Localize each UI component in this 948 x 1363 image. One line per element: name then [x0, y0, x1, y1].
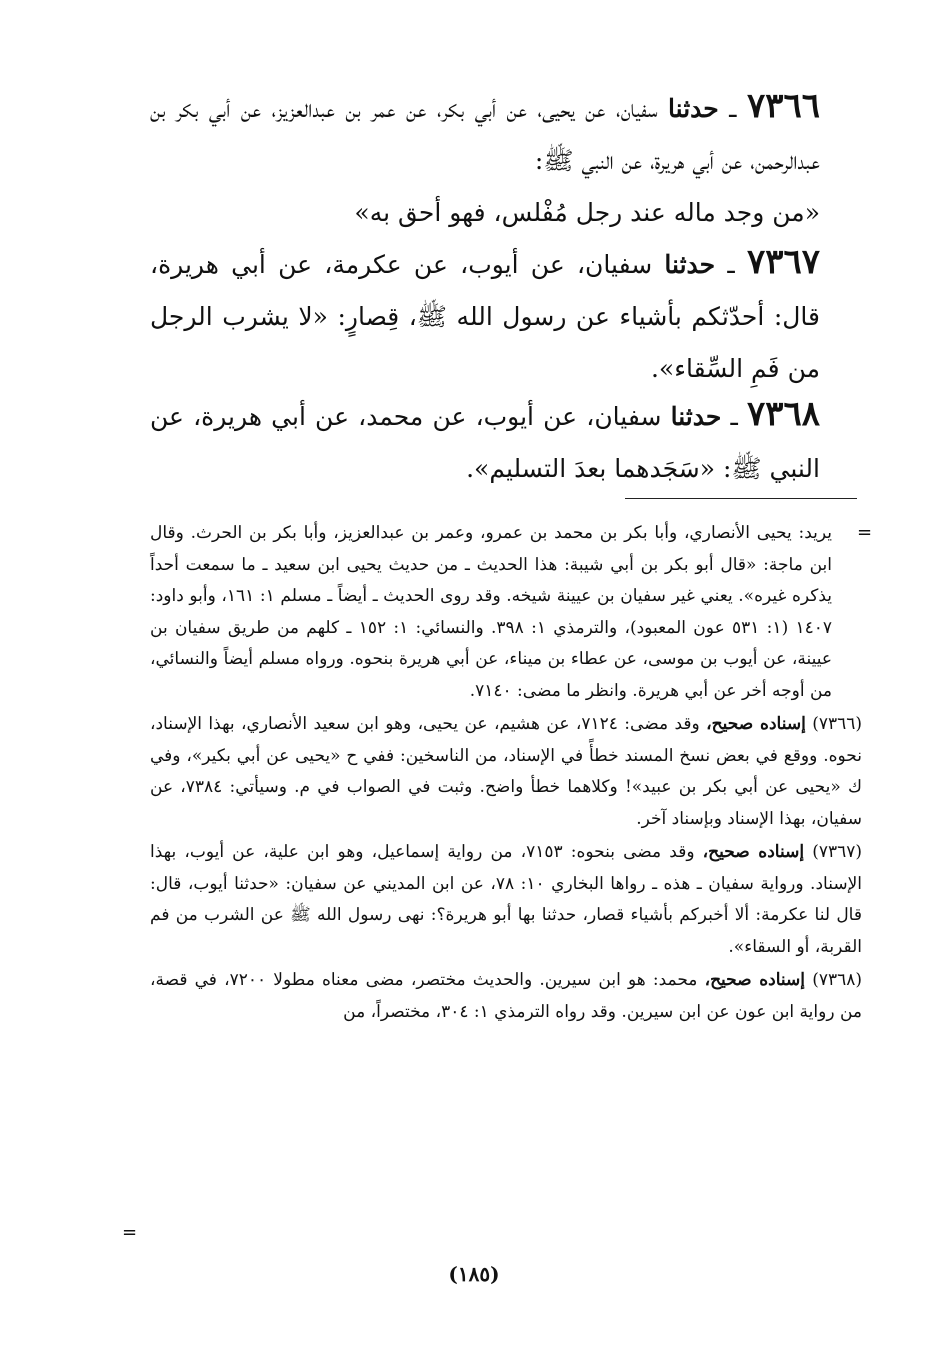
hadith-text: سفيان، عن أيوب، عن عكرمة، عن أبي هريرة، قال: أحدّثكم بأشياء عن رسول الله ﷺ، قِصارٍ: «لا يشرب الرجل من فَمِ السِّقاء».	[150, 250, 820, 383]
footnote-7367	[150, 837, 862, 963]
page-number: (١٨٥)	[448, 1262, 500, 1286]
footnote-separator	[625, 498, 857, 499]
hadith-text: سفيان، عن يحيى، عن أبي بكر، عن عمر بن عبدالعزيز، عن أبي بكر بن عبدالرحمن، عن أبي هريرة، عن النبي ﷺ:	[150, 94, 820, 175]
dash: ـ	[721, 402, 738, 431]
hadith-quote: «من وجد ماله عند رجل مُفْلس، فهو أحق به»	[354, 198, 820, 227]
hadith-number: ٧٣٦٨	[746, 394, 820, 434]
footnote-7366	[150, 709, 862, 835]
hadith-lead: حدثنا	[670, 402, 722, 431]
dash: ـ	[715, 250, 735, 279]
hadith-number: ٧٣٦٦	[746, 86, 820, 126]
footnote-continuation: يريد: يحيى الأنصاري، وأبا بكر بن محمد بن عمرو، وعمر بن عبدالعزيز، وأبا بكر بن الحرث. وقال ابن ماجة: «قال أبو بكر بن أبي شيبة: هذا الحديث ـ من حديث يحيى ابن سعيد ـ ما سمعت أحداً يذكره غيره». يعني غير سفيان بن عيينة شيخه. وقد روى الحديث ـ أيضاً ـ مسلم ١: ١٦١، وأبو داود: ١٤٠٧ (١: ٥٣١ عون المعبود)، والترمذي ١: ٣٩٨. والنسائي: ١: ١٥٢ ـ كلهم من طريق سفيان بن عيينة، عن أيوب بن موسى، عن عطاء بن ميناء، عن أبي هريرة بنحوه. ورواه مسلم أيضاً والنسائي، من أوجه أخر عن أبي هريرة. وانظر ما مضى: ٧١٤٠.	[150, 523, 833, 701]
footnote-label: إسناده صحيح،	[706, 714, 806, 734]
continuation-mark: =	[857, 522, 873, 543]
footnote-label: إسناده صحيح،	[702, 842, 805, 862]
hadith-number: ٧٣٦٧	[746, 242, 820, 282]
footnote-text: وقد مضى بنحوه: ٧١٥٣، من رواية إسماعيل، وهو ابن علية، عن أيوب، بهذا الإسناد. ورواية سفيان ـ هذه ـ رواها البخاري ١٠: ٧٨، عن ابن المديني عن سفيان: «حدثنا أيوب، قال: قال لنا عكرمة: ألا أخبركم بأشياء قصار، حدثنا بها أبو هريرة؟: نهى رسول الله ﷺ عن الشرب من فم القربة، أو السقاء».	[150, 842, 862, 957]
footnote-label: إسناده صحيح،	[704, 970, 806, 990]
hadith-7368	[150, 388, 820, 495]
footnote-ref: (٧٣٦٦)	[812, 714, 863, 734]
footnote-text: وقد مضى: ٧١٢٤، عن هشيم، عن يحيى، وهو ابن سعيد الأنصاري، بهذا الإسناد، نحوه. ووقع في بعض نسخ المسند خطأً في الإسناد، من الناسخين: ففي ح «يحيى عن أبي بكير»، وفي ك «يحيى عن أبي بكر بن عبيد»! وكلاهما خطأ واضح. وثبت في الصواب في م. وسيأتي: ٧٣٨٤، عن سفيان، بهذا الإسناد وبإسناد آخر.	[150, 714, 862, 829]
hadith-text: سفيان، عن أيوب، عن محمد، عن أبي هريرة، عن النبي ﷺ: «سَجَدهما بعدَ التسليم».	[150, 402, 820, 483]
footnotes	[150, 518, 862, 1028]
dash: ـ	[718, 94, 737, 123]
hadith-7367	[150, 236, 820, 395]
footnote-7368	[150, 965, 862, 1028]
footnote-ref: (٧٣٦٨)	[812, 970, 863, 990]
hadith-7366	[150, 80, 820, 239]
footnote-ref: (٧٣٦٧)	[812, 842, 862, 862]
footnote-text: محمد: هو ابن سيرين. والحديث مختصر، مضى معناه مطولا ٧٢٠٠، في قصة، من رواية ابن عون عن ابن سيرين. وقد رواه الترمذي ١: ٣٠٤، مختصراً، من	[150, 970, 862, 1022]
hadith-lead: حدثنا	[664, 250, 716, 279]
hadith-lead: حدثنا	[668, 94, 719, 123]
trailing-continuation-mark: =	[122, 1222, 138, 1243]
